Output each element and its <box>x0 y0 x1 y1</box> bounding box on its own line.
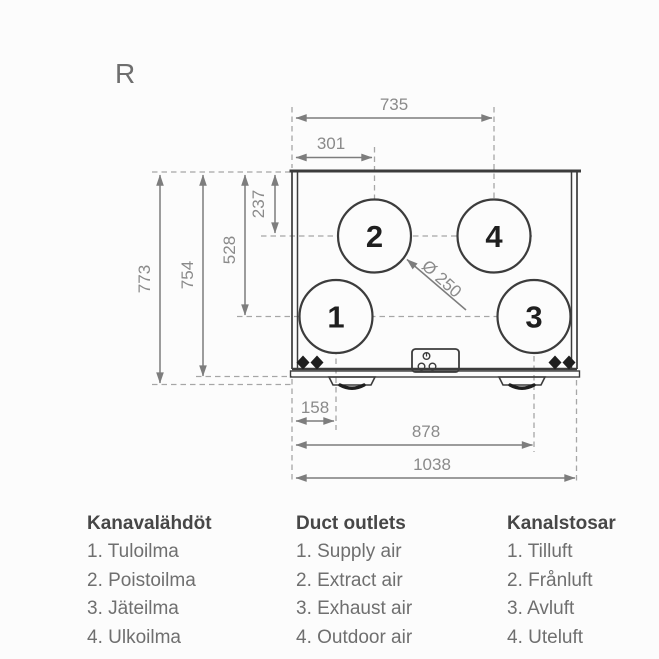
outlet-number-4: 4 <box>485 219 503 254</box>
legend-item: 4. Ulkoilma <box>87 626 181 648</box>
dimension-value: 528 <box>220 235 239 265</box>
unit-foot-right <box>499 377 545 385</box>
dimension-value: Ø 250 <box>418 256 466 302</box>
legend-title: Kanalstosar <box>507 513 616 534</box>
outlet-number-3: 3 <box>525 299 543 335</box>
dimension-value: 773 <box>135 264 154 294</box>
legend-item: 2. Poistoilma <box>87 569 196 591</box>
legend-column-english <box>296 509 412 652</box>
legend-column-swedish <box>507 509 616 652</box>
dimension-237 <box>249 175 275 233</box>
legend-item: 1. Tuloilma <box>87 541 179 562</box>
view-label: R <box>115 58 136 89</box>
dimension-528 <box>220 175 245 315</box>
legend-item: 2. Frånluft <box>507 569 593 591</box>
outlet-number-1: 1 <box>327 299 345 335</box>
legend-item: 4. Uteluft <box>507 626 584 648</box>
dimension-735 <box>296 95 492 118</box>
legend-item: 3. Exhaust air <box>296 598 413 619</box>
dimension-value: 158 <box>300 398 330 417</box>
dimension-value: 237 <box>249 189 268 219</box>
dimension-value: 754 <box>178 260 197 290</box>
dimension-773 <box>135 175 160 383</box>
dimension-value: 1038 <box>413 455 451 474</box>
legend-item: 3. Jäteilma <box>87 598 179 619</box>
dimension-value: 735 <box>379 95 409 114</box>
dimension-878 <box>296 422 533 445</box>
legend-item: 4. Outdoor air <box>296 626 413 648</box>
dimension-value: 878 <box>411 422 441 441</box>
legend-item: 2. Extract air <box>296 569 403 591</box>
legend-item: 1. Tilluft <box>507 541 573 562</box>
legend-title: Duct outlets <box>296 513 406 534</box>
dimension-301 <box>296 134 372 158</box>
legend-item: 3. Avluft <box>507 598 575 619</box>
fastener-diamond <box>549 356 562 370</box>
dimension-duct-diameter <box>407 256 466 310</box>
legend-title: Kanavalähdöt <box>87 513 212 534</box>
outlet-number-2: 2 <box>365 219 384 254</box>
dimension-158 <box>296 398 334 421</box>
fastener-diamond <box>563 356 576 370</box>
legend-column-finnish <box>87 509 212 652</box>
dimension-value: 301 <box>316 134 346 153</box>
dimension-754 <box>178 175 203 376</box>
fastener-diamond <box>311 356 324 370</box>
legend-item: 1. Supply air <box>296 541 402 562</box>
dimension-1038 <box>296 455 575 478</box>
fastener-diamond <box>297 356 310 370</box>
